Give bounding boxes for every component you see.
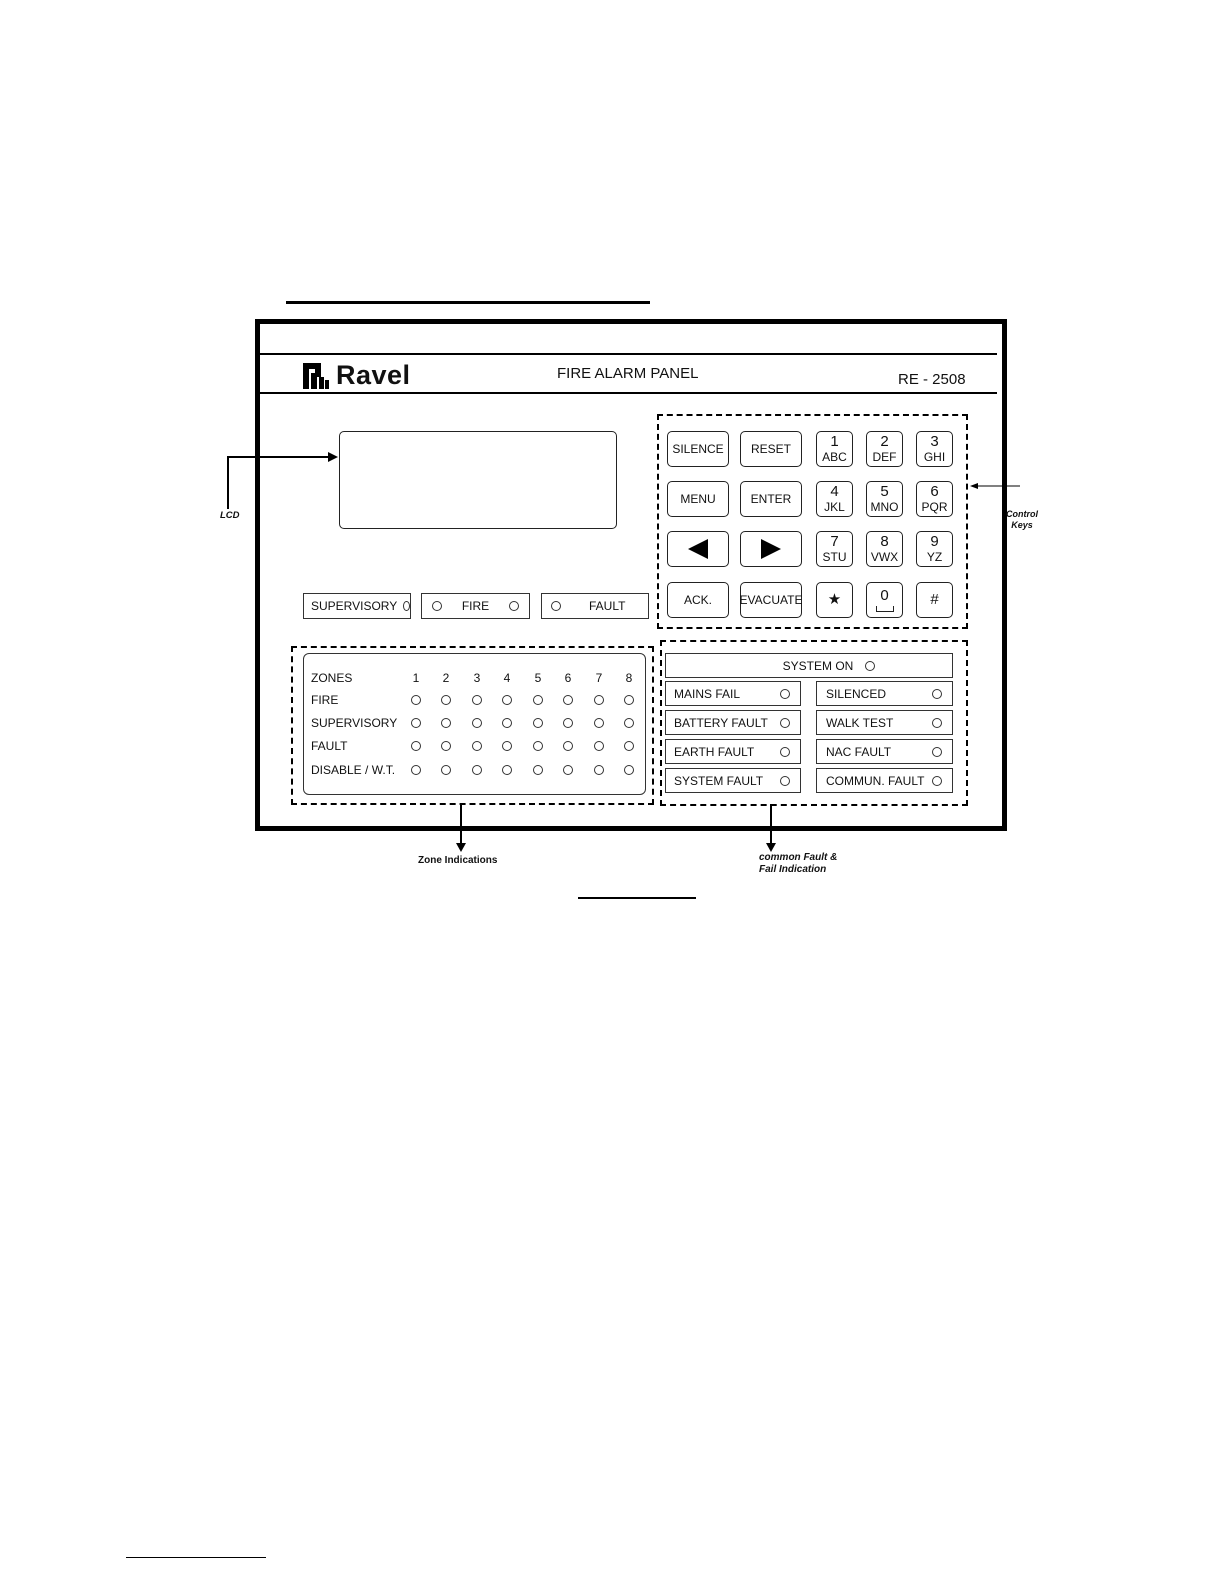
system-on-label: SYSTEM ON: [782, 658, 854, 673]
ack-button[interactable]: ACK.: [667, 582, 729, 618]
fault-label: FAULT: [589, 599, 626, 613]
key-6[interactable]: 6 PQR: [916, 481, 953, 517]
key-5[interactable]: 5 MNO: [866, 481, 903, 517]
zone-row-fire: FIRE: [311, 693, 339, 707]
menu-button[interactable]: MENU: [667, 481, 729, 517]
supervisory-label: SUPERVISORY: [311, 599, 398, 613]
brand-name: Ravel: [336, 360, 411, 390]
zone-number: 7: [595, 671, 603, 685]
common-arrowhead: [766, 843, 776, 852]
panel-model: RE - 2508: [898, 371, 966, 388]
key-star[interactable]: ★: [816, 582, 853, 618]
evacuate-button[interactable]: EVACUATE: [740, 582, 802, 618]
silenced-indicator: SILENCED: [816, 681, 953, 706]
zone-row-fault: FAULT: [311, 739, 348, 753]
zone-arrowhead: [456, 843, 466, 852]
common-indications-callout: common Fault & Fail Indication: [759, 852, 838, 875]
earth-fault-indicator: EARTH FAULT: [665, 739, 801, 764]
zone-number: 3: [473, 671, 481, 685]
lcd-arrowhead: [328, 452, 338, 462]
silence-button[interactable]: SILENCE: [667, 431, 729, 467]
key-0[interactable]: 0: [866, 582, 903, 618]
key-1[interactable]: 1 ABC: [816, 431, 853, 467]
zone-row-disable: DISABLE / W.T.: [311, 763, 396, 777]
zone-indications-callout: Zone Indications: [418, 855, 498, 866]
zones-header: ZONES: [311, 671, 353, 685]
key-7[interactable]: 7 STU: [816, 531, 853, 567]
zone-row-supervisory: SUPERVISORY: [311, 716, 398, 730]
key-2[interactable]: 2 DEF: [866, 431, 903, 467]
key-8[interactable]: 8 VWX: [866, 531, 903, 567]
control-keys-callout: Control Keys: [1006, 509, 1038, 530]
zone-number: 4: [503, 671, 511, 685]
lcd-callout: LCD: [220, 510, 240, 521]
nac-fault-indicator: NAC FAULT: [816, 739, 953, 764]
system-fault-indicator: SYSTEM FAULT: [665, 768, 801, 793]
control-keys-arrowhead: [970, 483, 978, 489]
commun-fault-indicator: COMMUN. FAULT: [816, 768, 953, 793]
zone-number: 5: [534, 671, 542, 685]
reset-button[interactable]: RESET: [740, 431, 802, 467]
zone-number: 8: [625, 671, 633, 685]
fire-label: FIRE: [461, 599, 490, 613]
lcd-callout-line: [228, 457, 330, 509]
key-4[interactable]: 4 JKL: [816, 481, 853, 517]
enter-button[interactable]: ENTER: [740, 481, 802, 517]
key-9[interactable]: 9 YZ: [916, 531, 953, 567]
zone-number: 2: [442, 671, 450, 685]
walk-test-indicator: WALK TEST: [816, 710, 953, 735]
panel-title: FIRE ALARM PANEL: [557, 365, 699, 382]
zone-number: 1: [412, 671, 420, 685]
key-3[interactable]: 3 GHI: [916, 431, 953, 467]
mains-fail-indicator: MAINS FAIL: [665, 681, 801, 706]
key-hash[interactable]: #: [916, 582, 953, 618]
zone-number: 6: [564, 671, 572, 685]
battery-fault-indicator: BATTERY FAULT: [665, 710, 801, 735]
